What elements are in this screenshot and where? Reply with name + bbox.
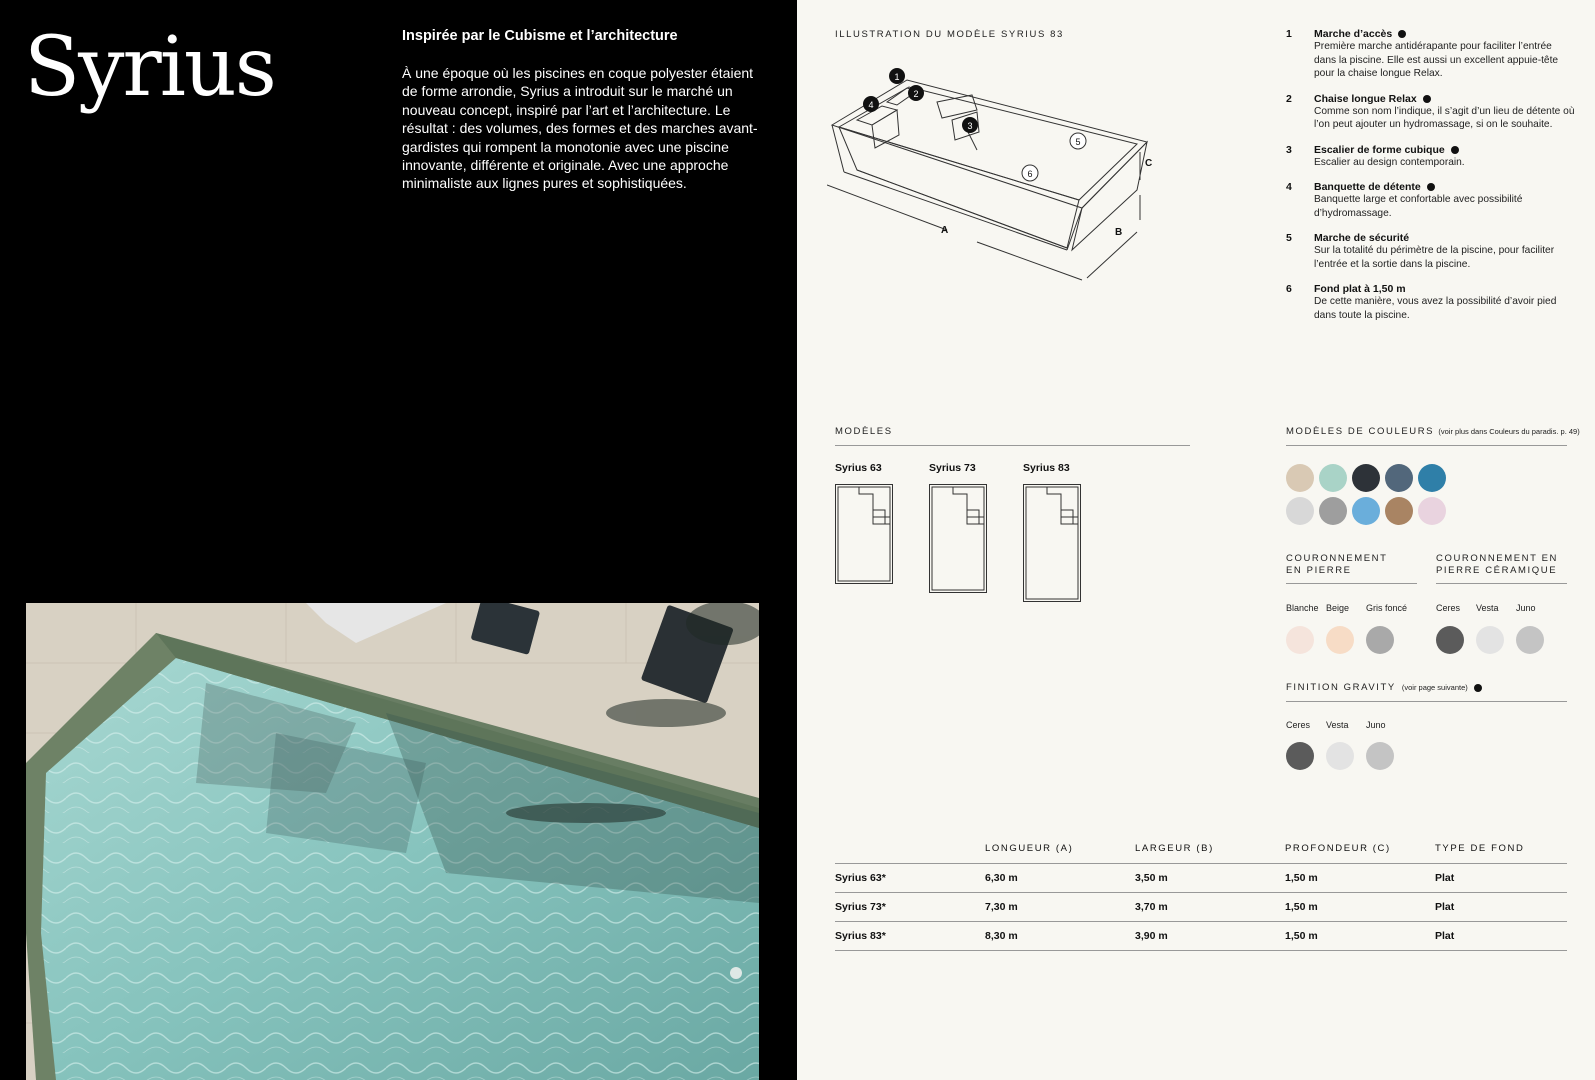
feature-title-text: Fond plat à 1,50 m <box>1314 283 1406 295</box>
color-swatch[interactable] <box>1286 497 1314 525</box>
crown-ceramic-title <box>1436 553 1567 584</box>
models-list <box>835 462 1081 607</box>
color-swatch[interactable] <box>1286 464 1314 492</box>
feature-description: Sur la totalité du périmètre de la piscine, pour faciliter l’entrée et la sortie dans la piscine. <box>1314 245 1555 270</box>
crown-stone-chip[interactable] <box>1326 626 1354 654</box>
crown-stone-title-line1: COURONNEMENT <box>1286 553 1388 564</box>
crown-stone-labels <box>1286 603 1426 613</box>
crown-ceramic-title-line1: COURONNEMENT EN <box>1436 553 1558 564</box>
crown-stone-label: Gris foncé <box>1366 603 1408 613</box>
feature-title-text: Marche de sécurité <box>1314 232 1410 244</box>
marker-4: 4 <box>868 100 874 110</box>
table-row <box>835 922 1567 951</box>
table-cell: Plat <box>1435 893 1567 922</box>
specs-header-cell: LONGUEUR (A) <box>985 843 1135 864</box>
feature-body <box>1314 283 1576 322</box>
model-name: Syrius 83 <box>1023 462 1070 474</box>
specs-header-cell: PROFONDEUR (C) <box>1285 843 1435 864</box>
feature-number: 6 <box>1286 283 1292 295</box>
feature-number: 3 <box>1286 143 1292 156</box>
feature-description: Première marche antidérapante pour faciliter l’entrée dans la piscine. Elle est aussi un excellent appuie-tête pour la chaise longue Relax. <box>1314 41 1559 79</box>
model-item <box>929 462 987 607</box>
specs-table <box>835 843 1567 951</box>
crown-stone-label: Blanche <box>1286 603 1319 613</box>
crown-ceramic-label: Vesta <box>1476 603 1499 613</box>
illustration-title: ILLUSTRATION DU MODÈLE SYRIUS 83 <box>835 29 1064 40</box>
feature-body <box>1314 181 1576 220</box>
crown-stone-chip[interactable] <box>1366 626 1394 654</box>
feature-body <box>1314 93 1576 132</box>
gravity-dot <box>1474 684 1482 692</box>
feature-item <box>1286 93 1576 132</box>
left-page <box>0 0 797 1080</box>
dimension-c: C <box>1145 158 1153 169</box>
model-item <box>1023 462 1081 607</box>
model-plan <box>835 484 893 584</box>
pool-photo-illustration <box>26 603 759 1080</box>
pool-diagram <box>827 60 1187 290</box>
colors-note: (voir plus dans Couleurs du paradis. p. 49) <box>1438 427 1580 436</box>
table-row <box>835 893 1567 922</box>
marker-6: 6 <box>1027 169 1033 179</box>
crown-stone-title <box>1286 553 1417 584</box>
gravity-title-text: FINITION GRAVITY <box>1286 682 1396 693</box>
gravity-chip[interactable] <box>1366 742 1394 770</box>
feature-dot <box>1427 183 1435 191</box>
model-plan <box>1023 484 1081 602</box>
intro-heading: Inspirée par le Cubisme et l’architecture <box>402 28 678 44</box>
feature-dot <box>1451 146 1459 154</box>
feature-title-text: Banquette de détente <box>1314 181 1421 193</box>
feature-title <box>1314 144 1576 156</box>
feature-item <box>1286 28 1576 81</box>
table-cell: Syrius 83* <box>835 922 985 951</box>
gravity-label: Vesta <box>1326 720 1349 730</box>
color-swatch[interactable] <box>1319 497 1347 525</box>
feature-title-text: Chaise longue Relax <box>1314 92 1417 105</box>
intro-body: À une époque où les piscines en coque polyester étaient de forme arrondie, Syrius a introduit sur le marché un nouveau concept, inspiré par l’art et l’architecture. Le résultat : des volumes, des formes et des marches avant-gardistes qui rompent la monotonie avec une piscine innovante, différente et originale. Avec une approche minimaliste aux lignes pures et sophistiquées. <box>402 65 758 192</box>
table-cell: 3,90 m <box>1135 922 1285 951</box>
marker-1: 1 <box>894 72 900 82</box>
feature-description: Banquette large et confortable avec possibilité d’hydromassage. <box>1314 194 1523 219</box>
crown-ceramic-title-line2: PIERRE CÉRAMIQUE <box>1436 565 1558 576</box>
gravity-chip[interactable] <box>1286 742 1314 770</box>
crown-stone-chips <box>1286 626 1414 654</box>
feature-title <box>1314 93 1576 105</box>
feature-title-text: Marche d’accès <box>1314 28 1393 40</box>
feature-list <box>1286 28 1576 334</box>
table-cell: Plat <box>1435 922 1567 951</box>
color-swatch[interactable] <box>1352 464 1380 492</box>
feature-dot <box>1423 95 1431 103</box>
gravity-chip[interactable] <box>1326 742 1354 770</box>
marker-2: 2 <box>913 89 919 99</box>
colors-title-text: MODÈLES DE COULEURS <box>1286 426 1435 437</box>
feature-body <box>1314 144 1576 170</box>
feature-description: Escalier au design contemporain. <box>1314 156 1465 168</box>
feature-title <box>1314 283 1576 295</box>
color-swatch[interactable] <box>1385 497 1413 525</box>
feature-body <box>1314 28 1576 81</box>
feature-title-text: Escalier de forme cubique <box>1314 143 1445 156</box>
specs-header-row <box>835 843 1567 864</box>
feature-number: 1 <box>1286 28 1292 40</box>
page-title: Syrius <box>24 20 275 115</box>
crown-ceramic-labels <box>1436 603 1556 613</box>
color-swatch[interactable] <box>1352 497 1380 525</box>
pool-photo <box>26 603 759 1080</box>
feature-title <box>1314 181 1576 193</box>
crown-ceramic-chip[interactable] <box>1436 626 1464 654</box>
crown-ceramic-label: Ceres <box>1436 603 1461 613</box>
model-name: Syrius 73 <box>929 462 976 474</box>
crown-ceramic-label: Juno <box>1516 603 1536 613</box>
feature-dot <box>1398 30 1406 38</box>
table-row <box>835 864 1567 893</box>
color-swatch[interactable] <box>1385 464 1413 492</box>
feature-body <box>1314 232 1576 271</box>
models-title: MODÈLES <box>835 426 1190 446</box>
crown-ceramic-chip[interactable] <box>1476 626 1504 654</box>
dimension-b: B <box>1115 227 1123 238</box>
marker-5: 5 <box>1075 137 1081 147</box>
table-cell: Syrius 73* <box>835 893 985 922</box>
model-plan <box>929 484 987 593</box>
specs-header-cell: TYPE DE FOND <box>1435 843 1567 864</box>
gravity-label: Juno <box>1366 720 1386 730</box>
gravity-note: (voir page suivante) <box>1401 683 1468 692</box>
crown-ceramic-section <box>1436 553 1567 584</box>
table-cell: 1,50 m <box>1285 922 1435 951</box>
dimension-a: A <box>941 225 949 236</box>
crown-stone-section <box>1286 553 1417 584</box>
crown-ceramic-chips <box>1436 626 1544 654</box>
table-cell: 6,30 m <box>985 864 1135 893</box>
color-swatches <box>1286 464 1456 525</box>
specs-header-cell <box>835 843 985 864</box>
feature-item <box>1286 181 1576 220</box>
table-cell: 1,50 m <box>1285 893 1435 922</box>
color-swatch[interactable] <box>1418 497 1446 525</box>
table-cell: 8,30 m <box>985 922 1135 951</box>
crown-ceramic-chip[interactable] <box>1516 626 1544 654</box>
gravity-title <box>1286 682 1567 702</box>
feature-title <box>1314 28 1576 40</box>
color-swatch[interactable] <box>1418 464 1446 492</box>
feature-description: De cette manière, vous avez la possibilité d’avoir pied dans toute la piscine. <box>1314 296 1557 321</box>
table-cell: 3,70 m <box>1135 893 1285 922</box>
table-cell: 7,30 m <box>985 893 1135 922</box>
gravity-chips <box>1286 742 1394 770</box>
colors-title <box>1286 426 1580 446</box>
feature-number: 2 <box>1286 92 1292 105</box>
feature-title <box>1314 232 1576 244</box>
specs-header-cell: LARGEUR (B) <box>1135 843 1285 864</box>
crown-stone-label: Beige <box>1326 603 1350 613</box>
feature-description: Comme son nom l’indique, il s’agit d’un lieu de détente où l’on peut ajouter un hydromassage, si on le souhaite. <box>1314 105 1575 130</box>
table-cell: 3,50 m <box>1135 864 1285 893</box>
model-name: Syrius 63 <box>835 462 882 474</box>
marker-3: 3 <box>967 121 973 131</box>
specs-body <box>835 864 1567 951</box>
right-page <box>797 0 1595 1080</box>
table-cell: Syrius 63* <box>835 864 985 893</box>
diagram-markers <box>863 68 1086 181</box>
gravity-labels <box>1286 720 1406 730</box>
table-cell: 1,50 m <box>1285 864 1435 893</box>
crown-stone-chip[interactable] <box>1286 626 1314 654</box>
table-cell: Plat <box>1435 864 1567 893</box>
feature-item <box>1286 232 1576 271</box>
crown-stone-title-line2: EN PIERRE <box>1286 565 1352 576</box>
feature-number: 5 <box>1286 232 1292 244</box>
color-swatch[interactable] <box>1319 464 1347 492</box>
gravity-label: Ceres <box>1286 720 1311 730</box>
feature-item <box>1286 283 1576 322</box>
model-item <box>835 462 893 607</box>
feature-number: 4 <box>1286 181 1292 193</box>
feature-item <box>1286 144 1576 170</box>
